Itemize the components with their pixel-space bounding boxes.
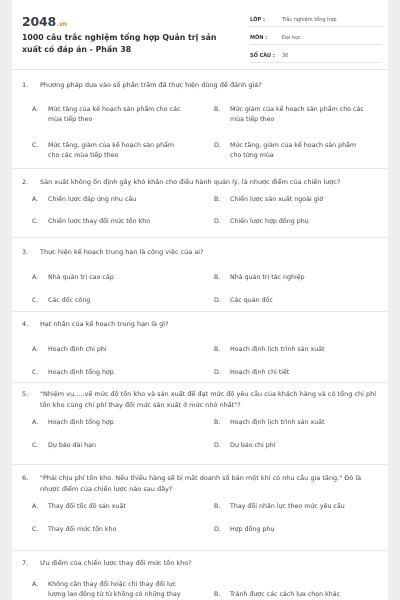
meta-value: Trắc nghiệm tổng hợp — [282, 16, 337, 23]
answer-text: Hoạch định chi phí — [48, 346, 107, 353]
meta-label: SỐ CÂU : — [250, 52, 275, 59]
answer-text: Mức tăng, giảm của kế hoạch sản phẩm cho các mùa tiếp theo — [48, 142, 175, 159]
answer-letter: A. — [32, 503, 39, 510]
answer-letter: C. — [32, 369, 39, 376]
answer-text: Chiến lược sản xuất ngoài giờ — [230, 196, 324, 203]
meta-label: MÔN : — [250, 34, 268, 41]
question-6 — [22, 473, 382, 533]
answer-option-a[interactable] — [22, 273, 187, 283]
answer-option-d[interactable] — [204, 296, 369, 306]
question-body: Phương pháp dựa vào số phần trăm đã thực hiện dùng để đánh giá? — [40, 81, 262, 89]
question-number: 6. — [22, 474, 29, 482]
answer-text: Tránh được các cách lựa chọn khác — [230, 591, 341, 598]
document-page — [12, 0, 388, 600]
question-number: 4. — [22, 320, 29, 328]
answer-text: Các quản đốc — [230, 297, 273, 304]
answer-text: Hoạch định tổng hợp — [48, 369, 114, 376]
answer-option-a[interactable] — [22, 195, 187, 205]
question-number: 3. — [22, 248, 29, 256]
answer-letter: C. — [32, 218, 39, 225]
answer-text: Hoạch định lịch trình sản xuất — [230, 419, 325, 426]
meta-value: 30 — [282, 52, 289, 59]
question-text — [22, 247, 382, 258]
answer-option-c[interactable] — [22, 141, 187, 161]
question-text — [22, 80, 382, 91]
meta-label: LỚP : — [250, 16, 265, 23]
answer-letter: B. — [214, 591, 221, 598]
question-text — [22, 319, 382, 330]
answer-option-b[interactable] — [204, 418, 369, 428]
divider — [12, 550, 388, 551]
answer-option-c[interactable] — [22, 217, 187, 227]
answer-text: Dự báo chi phí — [230, 442, 276, 449]
answer-letter: C. — [32, 142, 39, 149]
answer-text: Hợp đồng phụ — [230, 526, 275, 533]
answer-option-d[interactable] — [204, 141, 369, 161]
question-body: Thực hiện kế hoạch trung hạn là công việc của ai? — [40, 248, 204, 256]
answer-letter: B. — [214, 274, 221, 281]
answer-letter: A. — [32, 274, 39, 281]
answer-text: Hoạch định lịch trình sản xuất — [230, 346, 325, 353]
answer-option-d[interactable] — [204, 441, 369, 451]
answer-letter: D. — [214, 526, 221, 533]
answer-letter: D. — [214, 369, 221, 376]
answer-letter: D. — [214, 442, 221, 449]
answer-letter: D. — [214, 218, 221, 225]
question-body: "Phải chịu phí tồn kho. Nếu thiếu hàng sẽ bị mất doanh số bán một khi có nhu cầu gia tăng." Đó là nhược điểm của chiến lược nào sau đây? — [40, 474, 362, 493]
question-number: 7. — [22, 559, 29, 567]
divider — [12, 382, 388, 383]
answer-text: Hoạch định chi tiết — [230, 369, 290, 376]
answer-letter: B. — [214, 106, 221, 113]
logo-text: 2048 — [22, 14, 56, 29]
answer-text: Nhà quản trị tác nghiệp — [230, 274, 305, 281]
question-body: Sản xuất không ổn định gây khó khăn cho điều hành quản lý, là nhược điểm của chiến lược? — [40, 178, 341, 186]
answer-letter: C. — [32, 297, 39, 304]
answer-option-c[interactable] — [22, 525, 187, 535]
answer-text: Mức tăng, giảm của kế hoạch sản phẩm cho từng mùa — [230, 142, 357, 159]
question-body: Ưu điểm của chiến lược thay đổi mức tồn kho? — [40, 559, 192, 567]
question-body: "Nhiệm vụ.....về mức độ tồn kho và sản xuất để đạt mức độ yêu cầu của khách hàng và có tổng chi phí tồn kho cùng chi phí thay đổi mức sản xuất ở mức nhỏ nhất"? — [40, 390, 376, 409]
answer-letter: B. — [214, 419, 221, 426]
question-3 — [22, 247, 382, 304]
answer-letter: A. — [32, 196, 39, 203]
answer-text: Hoạch định tổng hợp — [48, 419, 114, 426]
answer-text: Nhà quản trị cao cấp — [48, 274, 114, 281]
answer-list — [22, 95, 382, 159]
answer-text: Thay đổi nhân lực theo mức yêu cầu — [230, 503, 345, 510]
answer-letter: B. — [214, 346, 221, 353]
answer-text: Các đốc công — [48, 297, 91, 304]
answer-text: Dự báo dài hạn — [48, 442, 96, 449]
divider — [12, 311, 388, 312]
question-text — [22, 558, 382, 569]
answer-option-c[interactable] — [22, 296, 187, 306]
question-4 — [22, 319, 382, 376]
answer-text: Chiến lược thay đổi mức tồn kho — [48, 218, 151, 225]
answer-text: Không cần thay đổi hoặc chỉ thay đổi lực lượng lao động từ từ không có những thay — [48, 581, 181, 598]
answer-letter: D. — [214, 142, 221, 149]
answer-option-b[interactable] — [204, 345, 369, 355]
answer-option-c[interactable] — [22, 441, 187, 451]
divider — [12, 168, 388, 169]
question-body: Hạt nhân của kế hoạch trung hạn là gì? — [40, 320, 169, 328]
answer-text: Mức giảm của kế hoạch sản phẩm cho các mùa tiếp theo — [230, 106, 364, 123]
question-text — [22, 389, 382, 411]
answer-text: Thay đổi mức tồn kho — [48, 526, 117, 533]
answer-letter: A. — [32, 106, 39, 113]
answer-option-b[interactable] — [204, 105, 369, 125]
answer-letter: D. — [214, 297, 221, 304]
answer-letter: A. — [32, 581, 39, 588]
answer-option-b[interactable] — [204, 502, 369, 512]
question-number: 5. — [22, 390, 29, 398]
answer-option-a[interactable] — [22, 105, 187, 125]
answer-letter: B. — [214, 196, 221, 203]
answer-option-b[interactable] — [204, 195, 369, 205]
answer-option-b[interactable] — [204, 590, 369, 600]
document-title: 1000 câu trắc nghiệm tổng hợp Quản trị sản xuất có đáp án - Phần 38 — [22, 33, 217, 54]
question-1 — [22, 80, 382, 159]
document-header — [12, 0, 388, 70]
answer-text: Thay đổi tốc độ sản xuất — [48, 503, 126, 510]
question-7 — [22, 558, 382, 598]
answer-option-b[interactable] — [204, 273, 369, 283]
meta-row-count — [250, 49, 382, 63]
answer-text: Chiến lược hợp đồng phụ — [230, 218, 309, 225]
answer-letter: C. — [32, 526, 39, 533]
question-5 — [22, 389, 382, 449]
answer-letter: C. — [32, 442, 39, 449]
answer-letter: B. — [214, 503, 221, 510]
meta-row-class — [250, 13, 382, 27]
question-number: 2. — [22, 178, 29, 186]
question-2 — [22, 177, 382, 225]
answer-option-d[interactable] — [204, 368, 369, 378]
answer-option-d[interactable] — [204, 525, 369, 535]
question-text — [22, 473, 382, 495]
answer-option-a[interactable] — [22, 345, 187, 355]
document-meta — [250, 13, 382, 67]
answer-letter: A. — [32, 419, 39, 426]
meta-value: Đại học — [282, 34, 301, 41]
logo-suffix: .vn — [57, 21, 67, 28]
divider — [12, 237, 388, 238]
answer-letter: A. — [32, 346, 39, 353]
meta-row-subject — [250, 31, 382, 45]
answer-text: Mức tăng của kế hoạch sản phẩm cho các mùa tiếp theo — [48, 106, 181, 123]
answer-text: Chiến lược đáp ứng nhu cầu — [48, 196, 137, 203]
answer-option-d[interactable] — [204, 217, 369, 227]
question-text — [22, 177, 382, 188]
question-number: 1. — [22, 81, 29, 89]
answer-option-a[interactable] — [22, 580, 187, 600]
answer-option-c[interactable] — [22, 368, 187, 378]
answer-option-a[interactable] — [22, 418, 187, 428]
answer-option-a[interactable] — [22, 502, 187, 512]
site-logo[interactable] — [22, 14, 67, 29]
divider — [12, 464, 388, 465]
